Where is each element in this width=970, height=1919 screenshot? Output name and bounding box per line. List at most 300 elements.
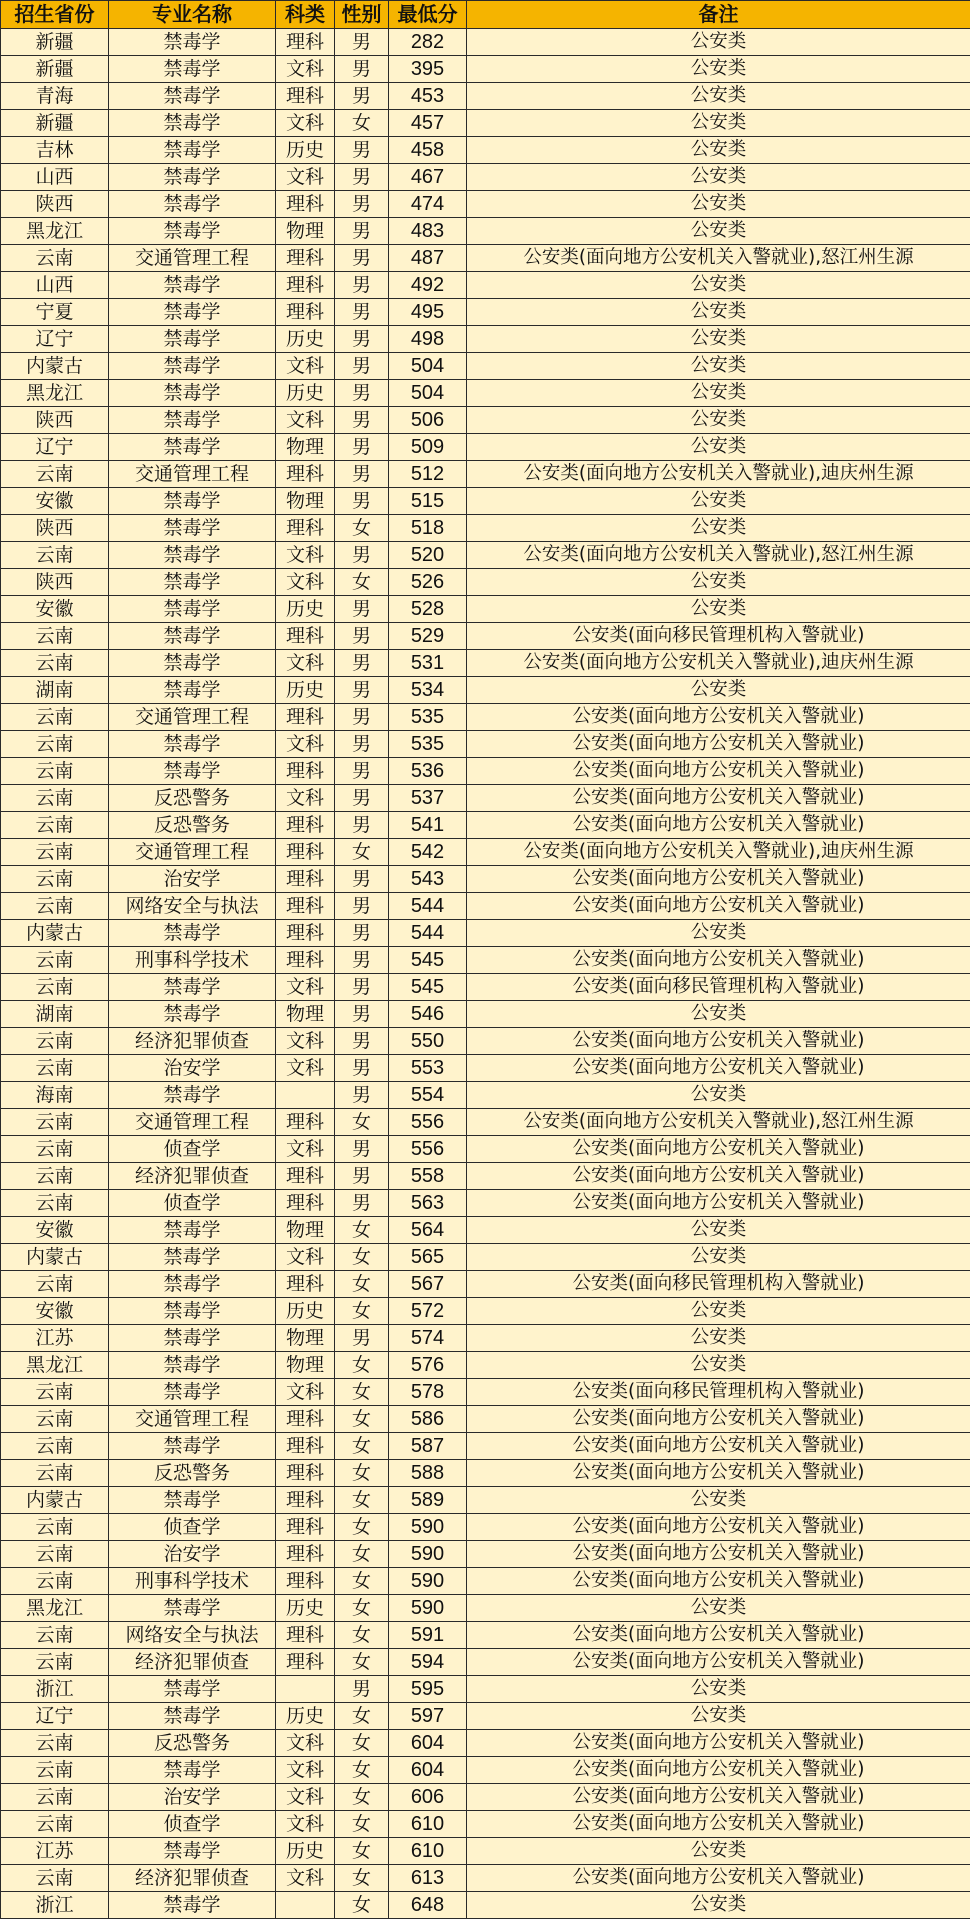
- cell-notes: 公安类(面向地方公安机关入警就业): [467, 1811, 970, 1838]
- cell-major: 禁毒学: [109, 1082, 276, 1109]
- cell-province: 浙江: [1, 1892, 109, 1919]
- cell-notes: 公安类(面向地方公安机关入警就业): [467, 1433, 970, 1460]
- cell-gender: 女: [335, 1730, 389, 1757]
- cell-major: 交通管理工程: [109, 1406, 276, 1433]
- cell-subject: 理科: [276, 704, 335, 731]
- header-gender: 性别: [335, 1, 389, 29]
- cell-min-score: 282: [389, 29, 467, 56]
- table-row: [1, 677, 970, 704]
- cell-gender: 男: [335, 1325, 389, 1352]
- table-row: [1, 1838, 970, 1865]
- cell-subject: 文科: [276, 974, 335, 1001]
- table-row: [1, 1325, 970, 1352]
- cell-major: 禁毒学: [109, 1325, 276, 1352]
- cell-min-score: 458: [389, 137, 467, 164]
- table-row: [1, 812, 970, 839]
- table-row: [1, 1595, 970, 1622]
- table-row: [1, 785, 970, 812]
- cell-gender: 男: [335, 299, 389, 326]
- cell-gender: 男: [335, 1676, 389, 1703]
- cell-subject: 历史: [276, 1595, 335, 1622]
- cell-subject: 理科: [276, 623, 335, 650]
- table-row: [1, 1865, 970, 1892]
- table-row: [1, 1676, 970, 1703]
- cell-province: 浙江: [1, 1676, 109, 1703]
- cell-gender: 女: [335, 1568, 389, 1595]
- table-row: [1, 1433, 970, 1460]
- cell-notes: 公安类: [467, 1838, 970, 1865]
- cell-gender: 女: [335, 1811, 389, 1838]
- cell-major: 治安学: [109, 1541, 276, 1568]
- cell-gender: 女: [335, 1865, 389, 1892]
- cell-gender: 男: [335, 758, 389, 785]
- cell-min-score: 543: [389, 866, 467, 893]
- cell-min-score: 529: [389, 623, 467, 650]
- cell-subject: 文科: [276, 56, 335, 83]
- cell-province: 云南: [1, 1784, 109, 1811]
- cell-subject: [276, 1676, 335, 1703]
- cell-subject: 理科: [276, 812, 335, 839]
- cell-min-score: 591: [389, 1622, 467, 1649]
- cell-major: 禁毒学: [109, 137, 276, 164]
- cell-notes: 公安类(面向地方公安机关入警就业),怒江州生源: [467, 1109, 970, 1136]
- cell-min-score: 597: [389, 1703, 467, 1730]
- cell-major: 禁毒学: [109, 272, 276, 299]
- cell-subject: 物理: [276, 1325, 335, 1352]
- cell-gender: 女: [335, 515, 389, 542]
- cell-subject: 理科: [276, 1163, 335, 1190]
- cell-min-score: 590: [389, 1514, 467, 1541]
- cell-major: 禁毒学: [109, 974, 276, 1001]
- table-row: [1, 704, 970, 731]
- cell-notes: 公安类(面向地方公安机关入警就业): [467, 1568, 970, 1595]
- cell-min-score: 558: [389, 1163, 467, 1190]
- cell-notes: 公安类(面向地方公安机关入警就业),迪庆州生源: [467, 839, 970, 866]
- cell-notes: 公安类(面向移民管理机构入警就业): [467, 1271, 970, 1298]
- cell-province: 云南: [1, 974, 109, 1001]
- cell-major: 禁毒学: [109, 164, 276, 191]
- table-row: [1, 164, 970, 191]
- cell-province: 陕西: [1, 407, 109, 434]
- cell-subject: 文科: [276, 164, 335, 191]
- cell-subject: 理科: [276, 515, 335, 542]
- table-row: [1, 1892, 970, 1919]
- cell-min-score: 590: [389, 1595, 467, 1622]
- cell-gender: 男: [335, 245, 389, 272]
- table-row: [1, 1271, 970, 1298]
- cell-gender: 男: [335, 1082, 389, 1109]
- cell-subject: 理科: [276, 272, 335, 299]
- table-row: [1, 1379, 970, 1406]
- cell-major: 治安学: [109, 1784, 276, 1811]
- cell-major: 禁毒学: [109, 1838, 276, 1865]
- cell-major: 反恐警务: [109, 785, 276, 812]
- table-row: [1, 1406, 970, 1433]
- cell-major: 禁毒学: [109, 1352, 276, 1379]
- cell-gender: 男: [335, 812, 389, 839]
- table-row: [1, 758, 970, 785]
- cell-subject: 历史: [276, 380, 335, 407]
- cell-major: 交通管理工程: [109, 839, 276, 866]
- cell-subject: 理科: [276, 866, 335, 893]
- cell-notes: 公安类: [467, 1595, 970, 1622]
- cell-gender: 男: [335, 488, 389, 515]
- cell-major: 禁毒学: [109, 191, 276, 218]
- table-row: [1, 1487, 970, 1514]
- cell-min-score: 526: [389, 569, 467, 596]
- cell-gender: 女: [335, 1838, 389, 1865]
- cell-gender: 男: [335, 164, 389, 191]
- table-row: [1, 515, 970, 542]
- cell-min-score: 572: [389, 1298, 467, 1325]
- cell-gender: 女: [335, 569, 389, 596]
- cell-subject: 历史: [276, 677, 335, 704]
- cell-subject: 文科: [276, 1244, 335, 1271]
- cell-notes: 公安类: [467, 29, 970, 56]
- cell-subject: 理科: [276, 1514, 335, 1541]
- cell-major: 禁毒学: [109, 758, 276, 785]
- cell-province: 云南: [1, 1541, 109, 1568]
- table-row: [1, 1028, 970, 1055]
- cell-major: 侦查学: [109, 1811, 276, 1838]
- cell-min-score: 506: [389, 407, 467, 434]
- cell-min-score: 604: [389, 1757, 467, 1784]
- cell-major: 禁毒学: [109, 380, 276, 407]
- cell-major: 禁毒学: [109, 1892, 276, 1919]
- cell-major: 交通管理工程: [109, 1109, 276, 1136]
- cell-major: 禁毒学: [109, 29, 276, 56]
- cell-notes: 公安类: [467, 1892, 970, 1919]
- cell-notes: 公安类: [467, 1487, 970, 1514]
- cell-min-score: 535: [389, 704, 467, 731]
- cell-notes: 公安类: [467, 380, 970, 407]
- cell-notes: 公安类(面向地方公安机关入警就业): [467, 947, 970, 974]
- cell-min-score: 589: [389, 1487, 467, 1514]
- cell-gender: 男: [335, 866, 389, 893]
- cell-province: 云南: [1, 1649, 109, 1676]
- cell-gender: 女: [335, 1406, 389, 1433]
- cell-notes: 公安类(面向地方公安机关入警就业): [467, 1541, 970, 1568]
- cell-province: 山西: [1, 164, 109, 191]
- cell-gender: 男: [335, 1028, 389, 1055]
- cell-gender: 女: [335, 1892, 389, 1919]
- cell-min-score: 512: [389, 461, 467, 488]
- cell-province: 黑龙江: [1, 1352, 109, 1379]
- header-province: 招生省份: [1, 1, 109, 29]
- cell-province: 云南: [1, 1730, 109, 1757]
- cell-min-score: 554: [389, 1082, 467, 1109]
- table-row: [1, 1460, 970, 1487]
- cell-major: 禁毒学: [109, 596, 276, 623]
- cell-gender: 男: [335, 947, 389, 974]
- cell-gender: 女: [335, 1217, 389, 1244]
- table-row: [1, 299, 970, 326]
- cell-notes: 公安类: [467, 1244, 970, 1271]
- cell-gender: 男: [335, 326, 389, 353]
- table-row: [1, 650, 970, 677]
- cell-major: 禁毒学: [109, 1244, 276, 1271]
- cell-province: 黑龙江: [1, 218, 109, 245]
- cell-major: 网络安全与执法: [109, 893, 276, 920]
- cell-subject: 理科: [276, 1649, 335, 1676]
- cell-min-score: 535: [389, 731, 467, 758]
- cell-gender: 男: [335, 407, 389, 434]
- table-row: [1, 380, 970, 407]
- cell-gender: 男: [335, 677, 389, 704]
- table-row: [1, 1730, 970, 1757]
- cell-notes: 公安类: [467, 1325, 970, 1352]
- cell-province: 陕西: [1, 569, 109, 596]
- cell-notes: 公安类: [467, 353, 970, 380]
- cell-province: 云南: [1, 245, 109, 272]
- cell-min-score: 531: [389, 650, 467, 677]
- cell-notes: 公安类: [467, 1298, 970, 1325]
- cell-major: 禁毒学: [109, 299, 276, 326]
- cell-min-score: 565: [389, 1244, 467, 1271]
- cell-subject: 理科: [276, 947, 335, 974]
- cell-gender: 男: [335, 596, 389, 623]
- table-row: [1, 1811, 970, 1838]
- cell-min-score: 564: [389, 1217, 467, 1244]
- cell-province: 云南: [1, 1568, 109, 1595]
- cell-gender: 男: [335, 920, 389, 947]
- cell-notes: 公安类(面向地方公安机关入警就业),怒江州生源: [467, 245, 970, 272]
- cell-notes: 公安类: [467, 326, 970, 353]
- cell-min-score: 534: [389, 677, 467, 704]
- cell-major: 交通管理工程: [109, 461, 276, 488]
- cell-min-score: 457: [389, 110, 467, 137]
- cell-gender: 男: [335, 461, 389, 488]
- cell-subject: 文科: [276, 1730, 335, 1757]
- cell-province: 新疆: [1, 110, 109, 137]
- cell-notes: 公安类(面向地方公安机关入警就业): [467, 1514, 970, 1541]
- cell-min-score: 453: [389, 83, 467, 110]
- cell-province: 云南: [1, 1163, 109, 1190]
- table-row: [1, 947, 970, 974]
- cell-major: 反恐警务: [109, 812, 276, 839]
- table-row: [1, 1568, 970, 1595]
- cell-province: 内蒙古: [1, 920, 109, 947]
- table-row: [1, 1163, 970, 1190]
- table-row: [1, 866, 970, 893]
- cell-major: 禁毒学: [109, 56, 276, 83]
- cell-subject: 文科: [276, 1136, 335, 1163]
- table-row: [1, 218, 970, 245]
- table-row: [1, 191, 970, 218]
- cell-province: 云南: [1, 812, 109, 839]
- table-row: [1, 731, 970, 758]
- cell-major: 反恐警务: [109, 1730, 276, 1757]
- cell-province: 山西: [1, 272, 109, 299]
- cell-province: 云南: [1, 1109, 109, 1136]
- table-row: [1, 353, 970, 380]
- cell-major: 禁毒学: [109, 1271, 276, 1298]
- cell-major: 禁毒学: [109, 1757, 276, 1784]
- cell-min-score: 563: [389, 1190, 467, 1217]
- cell-subject: 文科: [276, 1379, 335, 1406]
- cell-gender: 男: [335, 1190, 389, 1217]
- cell-min-score: 590: [389, 1541, 467, 1568]
- cell-notes: 公安类(面向地方公安机关入警就业),怒江州生源: [467, 542, 970, 569]
- cell-min-score: 495: [389, 299, 467, 326]
- cell-province: 云南: [1, 1190, 109, 1217]
- cell-major: 侦查学: [109, 1514, 276, 1541]
- table-row: [1, 1136, 970, 1163]
- cell-province: 湖南: [1, 677, 109, 704]
- cell-subject: 理科: [276, 758, 335, 785]
- cell-notes: 公安类: [467, 299, 970, 326]
- cell-major: 禁毒学: [109, 1433, 276, 1460]
- cell-min-score: 544: [389, 920, 467, 947]
- cell-province: 云南: [1, 1136, 109, 1163]
- cell-subject: 文科: [276, 731, 335, 758]
- cell-province: 海南: [1, 1082, 109, 1109]
- cell-subject: 理科: [276, 1271, 335, 1298]
- table-row: [1, 1001, 970, 1028]
- cell-major: 交通管理工程: [109, 245, 276, 272]
- table-row: [1, 623, 970, 650]
- cell-min-score: 613: [389, 1865, 467, 1892]
- cell-gender: 女: [335, 1271, 389, 1298]
- table-row: [1, 542, 970, 569]
- cell-notes: 公安类(面向地方公安机关入警就业): [467, 1190, 970, 1217]
- cell-min-score: 487: [389, 245, 467, 272]
- cell-province: 云南: [1, 866, 109, 893]
- cell-min-score: 556: [389, 1136, 467, 1163]
- cell-major: 刑事科学技术: [109, 947, 276, 974]
- cell-min-score: 474: [389, 191, 467, 218]
- cell-notes: 公安类: [467, 137, 970, 164]
- table-row: [1, 1703, 970, 1730]
- cell-subject: 理科: [276, 1190, 335, 1217]
- cell-notes: 公安类(面向地方公安机关入警就业): [467, 1460, 970, 1487]
- cell-major: 禁毒学: [109, 623, 276, 650]
- cell-notes: 公安类: [467, 56, 970, 83]
- table-row: [1, 893, 970, 920]
- table-row: [1, 110, 970, 137]
- table-row: [1, 461, 970, 488]
- cell-notes: 公安类: [467, 569, 970, 596]
- cell-major: 治安学: [109, 1055, 276, 1082]
- cell-province: 江苏: [1, 1838, 109, 1865]
- cell-notes: 公安类(面向地方公安机关入警就业): [467, 1055, 970, 1082]
- table-body: [1, 29, 970, 1919]
- cell-subject: 历史: [276, 596, 335, 623]
- cell-province: 内蒙古: [1, 353, 109, 380]
- cell-gender: 男: [335, 1136, 389, 1163]
- cell-province: 云南: [1, 839, 109, 866]
- cell-province: 安徽: [1, 488, 109, 515]
- cell-gender: 女: [335, 1622, 389, 1649]
- cell-min-score: 587: [389, 1433, 467, 1460]
- cell-province: 黑龙江: [1, 380, 109, 407]
- cell-province: 云南: [1, 947, 109, 974]
- cell-subject: 文科: [276, 407, 335, 434]
- cell-province: 江苏: [1, 1325, 109, 1352]
- cell-gender: 女: [335, 1487, 389, 1514]
- table-row: [1, 434, 970, 461]
- cell-notes: 公安类(面向移民管理机构入警就业): [467, 1379, 970, 1406]
- cell-min-score: 550: [389, 1028, 467, 1055]
- cell-min-score: 586: [389, 1406, 467, 1433]
- cell-notes: 公安类: [467, 407, 970, 434]
- table-row: [1, 1541, 970, 1568]
- cell-subject: 理科: [276, 245, 335, 272]
- cell-province: 辽宁: [1, 1703, 109, 1730]
- cell-notes: 公安类(面向地方公安机关入警就业): [467, 1163, 970, 1190]
- table-row: [1, 1244, 970, 1271]
- cell-major: 禁毒学: [109, 434, 276, 461]
- cell-notes: 公安类: [467, 488, 970, 515]
- cell-province: 云南: [1, 1406, 109, 1433]
- cell-major: 禁毒学: [109, 1595, 276, 1622]
- cell-major: 禁毒学: [109, 407, 276, 434]
- cell-province: 吉林: [1, 137, 109, 164]
- cell-major: 禁毒学: [109, 353, 276, 380]
- cell-notes: 公安类(面向地方公安机关入警就业): [467, 758, 970, 785]
- cell-min-score: 606: [389, 1784, 467, 1811]
- table-row: [1, 488, 970, 515]
- cell-province: 云南: [1, 1271, 109, 1298]
- cell-min-score: 574: [389, 1325, 467, 1352]
- cell-min-score: 578: [389, 1379, 467, 1406]
- cell-subject: 文科: [276, 569, 335, 596]
- cell-major: 经济犯罪侦查: [109, 1028, 276, 1055]
- cell-province: 云南: [1, 1757, 109, 1784]
- table-header-row: [1, 1, 970, 29]
- cell-major: 禁毒学: [109, 218, 276, 245]
- cell-gender: 女: [335, 1757, 389, 1784]
- cell-province: 云南: [1, 461, 109, 488]
- table-row: [1, 1298, 970, 1325]
- cell-gender: 男: [335, 353, 389, 380]
- cell-major: 禁毒学: [109, 1298, 276, 1325]
- cell-notes: 公安类(面向地方公安机关入警就业): [467, 704, 970, 731]
- cell-notes: 公安类: [467, 1703, 970, 1730]
- table-row: [1, 1190, 970, 1217]
- cell-subject: 理科: [276, 1406, 335, 1433]
- cell-subject: 文科: [276, 353, 335, 380]
- cell-gender: 男: [335, 1163, 389, 1190]
- cell-min-score: 536: [389, 758, 467, 785]
- cell-notes: 公安类(面向地方公安机关入警就业): [467, 1757, 970, 1784]
- cell-major: 禁毒学: [109, 110, 276, 137]
- cell-major: 禁毒学: [109, 920, 276, 947]
- cell-min-score: 541: [389, 812, 467, 839]
- cell-subject: 理科: [276, 191, 335, 218]
- cell-min-score: 537: [389, 785, 467, 812]
- cell-subject: 理科: [276, 1622, 335, 1649]
- cell-gender: 女: [335, 1352, 389, 1379]
- cell-subject: 物理: [276, 434, 335, 461]
- cell-notes: 公安类(面向地方公安机关入警就业): [467, 1784, 970, 1811]
- table-row: [1, 1622, 970, 1649]
- table-row: [1, 1082, 970, 1109]
- cell-major: 禁毒学: [109, 326, 276, 353]
- cell-subject: 文科: [276, 1811, 335, 1838]
- cell-gender: 女: [335, 1784, 389, 1811]
- cell-gender: 男: [335, 893, 389, 920]
- cell-gender: 男: [335, 137, 389, 164]
- cell-gender: 男: [335, 191, 389, 218]
- cell-subject: 历史: [276, 326, 335, 353]
- cell-notes: 公安类(面向地方公安机关入警就业): [467, 1865, 970, 1892]
- table-row: [1, 83, 970, 110]
- cell-subject: [276, 1892, 335, 1919]
- cell-province: 新疆: [1, 29, 109, 56]
- cell-major: 网络安全与执法: [109, 1622, 276, 1649]
- cell-subject: 理科: [276, 1433, 335, 1460]
